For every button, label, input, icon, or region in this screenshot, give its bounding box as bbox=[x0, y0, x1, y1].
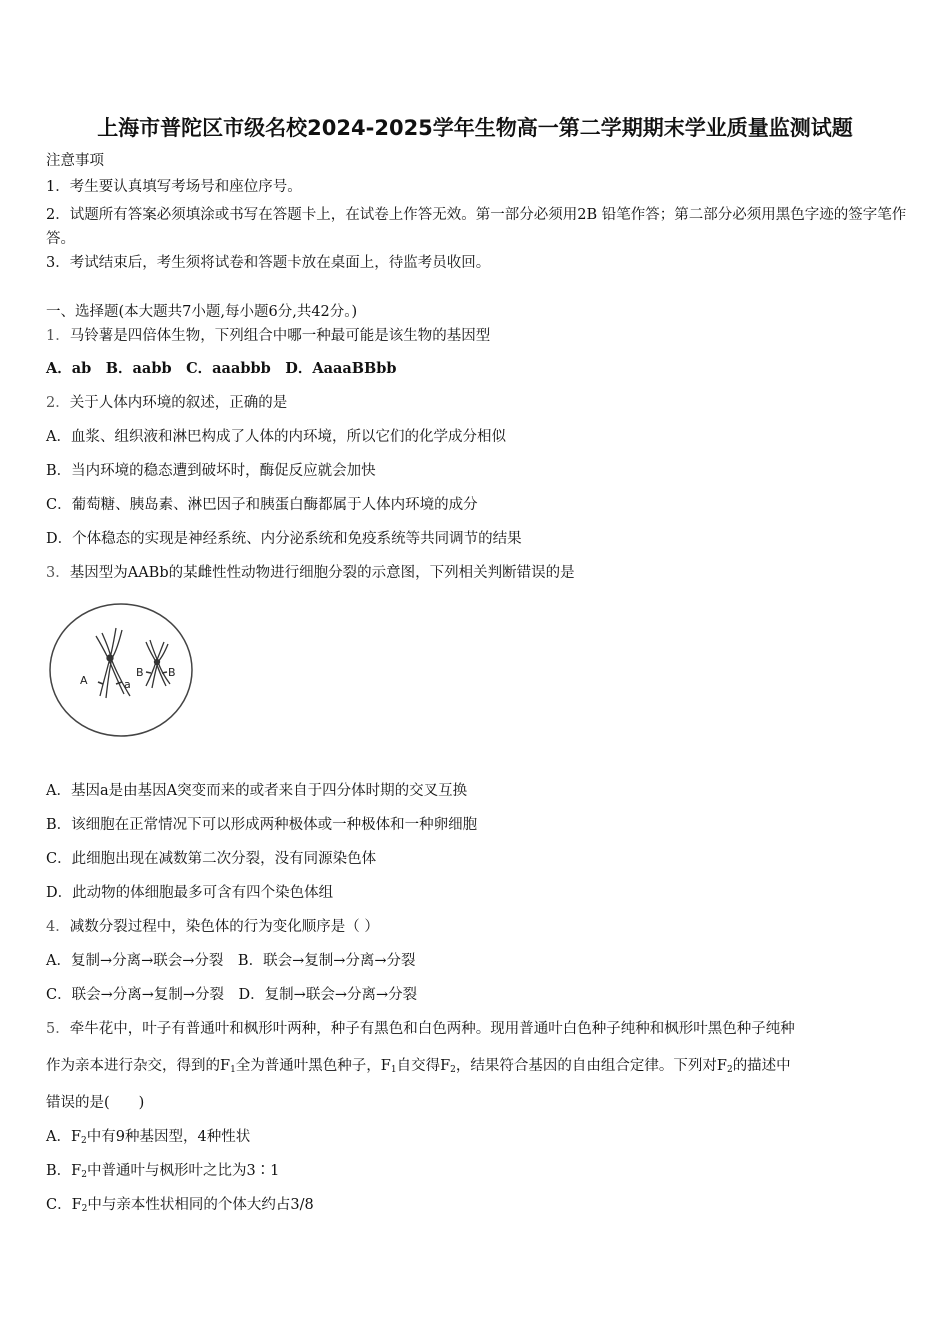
gene-locus-mark bbox=[98, 682, 103, 684]
option-text: 中有9种基因型，4种性状 bbox=[86, 1129, 251, 1145]
question-5 bbox=[46, 1019, 916, 1039]
question-2-option-d: D．个体稳态的实现是神经系统、内分泌系统和免疫系统等共同调节的结果 bbox=[46, 531, 522, 547]
stem-text: 的描述中 bbox=[732, 1058, 791, 1074]
question-3-option-b: B．该细胞在正常情况下可以形成两种极体或一种极体和一种卵细胞 bbox=[46, 817, 478, 833]
option-text: B．F bbox=[46, 1163, 82, 1179]
question-4-options-cd: C．联会→分离→复制→分裂 D．复制→联会→分离→分裂 bbox=[46, 987, 418, 1003]
question-5-stem-line-3: 错误的是( ) bbox=[46, 1095, 145, 1111]
subscript: 1 bbox=[230, 1065, 236, 1075]
question-number: 4． bbox=[46, 919, 70, 935]
question-stem: 基因型为AABb的某雌性性动物进行细胞分裂的示意图，下列相关判断错误的是 bbox=[69, 565, 575, 581]
question-1 bbox=[46, 326, 916, 346]
question-1-options: A．ab B．aabb C．aaabbb D．AaaaBBbb bbox=[46, 360, 397, 377]
question-4 bbox=[46, 917, 916, 937]
subscript: 2 bbox=[81, 1170, 87, 1180]
question-2 bbox=[46, 393, 916, 413]
question-number: 1． bbox=[46, 328, 70, 344]
question-5-option-a bbox=[46, 1127, 916, 1151]
subscript: 2 bbox=[81, 1204, 88, 1214]
question-3 bbox=[46, 563, 916, 583]
question-2-option-c: C．葡萄糖、胰岛素、淋巴因子和胰蛋白酶都属于人体内环境的成分 bbox=[46, 497, 478, 513]
gene-label-a: a bbox=[124, 678, 131, 691]
notice-heading: 注意事项 bbox=[46, 153, 104, 169]
notice-item-2: 2．试题所有答案必须填涂或书写在答题卡上，在试卷上作答无效。第一部分必须用2B 铅笔作答；第二部分必须用黑色字迹的签字笔作答。 bbox=[46, 207, 907, 247]
option-text: C．F bbox=[46, 1197, 82, 1213]
option-text: A．F bbox=[46, 1129, 82, 1145]
gene-label-A: A bbox=[80, 674, 88, 687]
question-stem: 减数分裂过程中，染色体的行为变化顺序是（ ） bbox=[69, 919, 379, 935]
question-5-option-c bbox=[46, 1195, 916, 1219]
notice-item-3: 3．考试结束后，考生须将试卷和答题卡放在桌面上，待监考员收回。 bbox=[46, 255, 491, 271]
option-text: 中普通叶与枫形叶之比为3∶1 bbox=[86, 1163, 280, 1179]
subscript: 2 bbox=[450, 1065, 456, 1075]
option-text: 中与亲本性状相同的个体大约占3/8 bbox=[87, 1197, 314, 1213]
question-stem: 马铃薯是四倍体生物，下列组合中哪一种最可能是该生物的基因型 bbox=[69, 328, 491, 344]
question-number: 2． bbox=[46, 395, 70, 411]
chromosome-small bbox=[146, 640, 170, 688]
stem-text: 自交得F bbox=[396, 1058, 451, 1074]
subscript: 2 bbox=[726, 1065, 733, 1075]
question-4-options-ab: A．复制→分离→联会→分裂 B．联会→复制→分离→分裂 bbox=[46, 953, 416, 969]
subscript: 1 bbox=[390, 1065, 397, 1075]
gene-label-B-left: B bbox=[136, 666, 144, 679]
question-3-option-d: D．此动物的体细胞最多可含有四个染色体组 bbox=[46, 885, 334, 901]
question-number: 3． bbox=[46, 565, 70, 581]
question-2-option-a: A．血浆、组织液和淋巴构成了人体的内环境，所以它们的化学成分相似 bbox=[46, 429, 506, 445]
stem-text: 作为亲本进行杂交，得到的F bbox=[46, 1058, 231, 1074]
question-stem: 关于人体内环境的叙述，正确的是 bbox=[69, 395, 288, 411]
page-title: 上海市普陀区市级名校2024-2025学年生物高一第二学期期末学业质量监测试题 bbox=[97, 116, 853, 140]
section-heading: 一、选择题(本大题共7小题,每小题6分,共42分。) bbox=[46, 304, 358, 320]
gene-locus-mark bbox=[146, 672, 151, 673]
cell-division-figure bbox=[46, 600, 196, 740]
question-stem-line-1: 牵牛花中，叶子有普通叶和枫形叶两种，种子有黑色和白色两种。现用普通叶白色种子纯种和枫形叶黑色种子纯种 bbox=[69, 1021, 795, 1037]
question-5-stem-line-2 bbox=[46, 1056, 916, 1080]
question-3-option-c: C．此细胞出现在减数第二次分裂，没有同源染色体 bbox=[46, 851, 377, 867]
notice-item-1: 1．考生要认真填写考场号和座位序号。 bbox=[46, 179, 302, 195]
stem-text: ，结果符合基因的自由组合定律。下列对F bbox=[455, 1058, 727, 1074]
stem-text: 全为普通叶黑色种子，F bbox=[235, 1058, 391, 1074]
question-2-option-b: B．当内环境的稳态遭到破坏时，酶促反应就会加快 bbox=[46, 463, 376, 479]
gene-locus-mark bbox=[116, 682, 122, 684]
question-5-option-b bbox=[46, 1161, 916, 1185]
subscript: 2 bbox=[81, 1136, 87, 1146]
gene-locus-mark bbox=[162, 672, 167, 673]
gene-label-B-right: B bbox=[168, 666, 176, 679]
question-3-option-a: A．基因a是由基因A突变而来的或者来自于四分体时期的交叉互换 bbox=[46, 783, 468, 799]
question-number: 5． bbox=[46, 1021, 70, 1037]
